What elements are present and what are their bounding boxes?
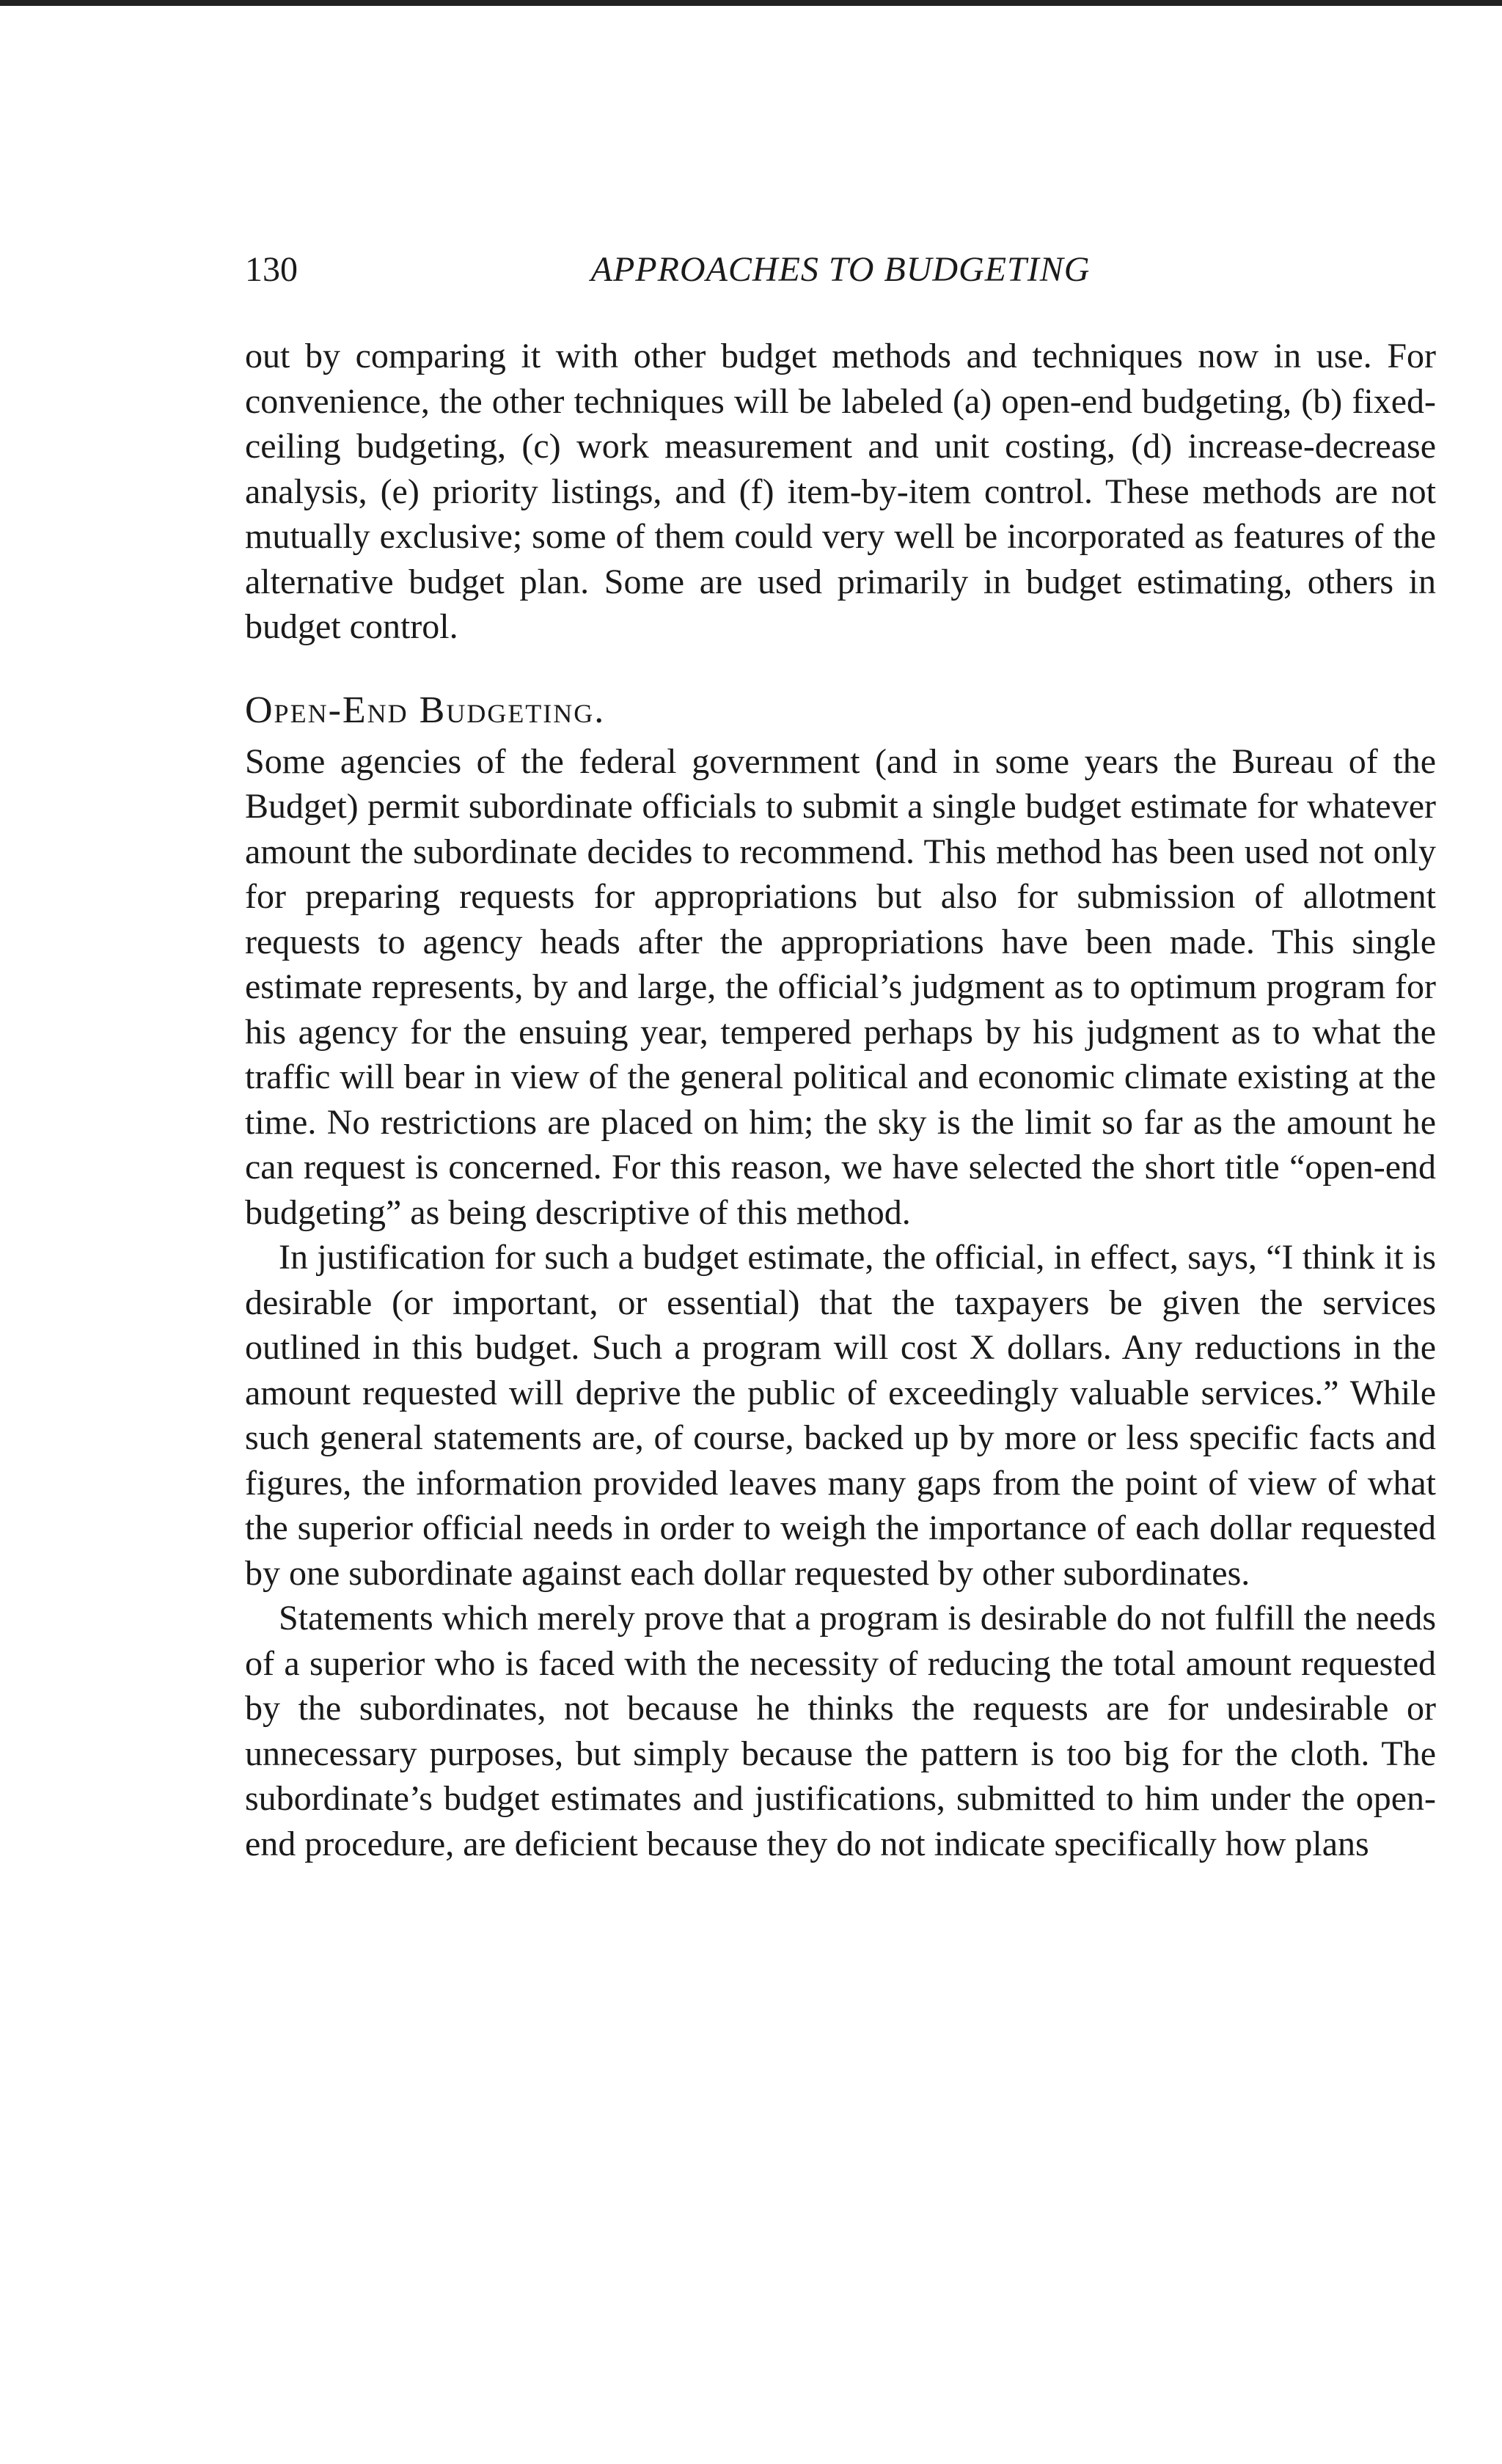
paragraph-open-end-2: In justification for such a budget estimate, the official, in effect, says, “I think it is desirable (or important, or essential) that the taxpayers be given the services outlined in this budget. Such a program will cost X dollars. Any reductions in the amount requested will deprive the public of exceedingly valuable services.” While such general statements are, of course, backed up by more or less specific facts and figures, the information provided leaves many gaps from the point of view of what the superior official needs in order to weigh the importance of each dollar requested by one subordinate against each dollar requested by other subordinates. — [245, 1238, 1436, 1593]
body-text — [245, 334, 1436, 1866]
paragraph-open-end-3: Statements which merely prove that a program is desirable do not fulfill the needs of a superior who is faced with the necessity of reducing the total amount requested by the subordinates, not because he thinks the requests are for undesirable or unnecessary purposes, but simply because the pattern is too big for the cloth. The subordinate’s budget estimates and justifications, submitted to him under the open-end procedure, are deficient because they do not indicate specifically how plans — [245, 1599, 1436, 1863]
section-heading: Open-End Budgeting. — [245, 689, 606, 731]
running-title: APPROACHES TO BUDGETING — [590, 250, 1091, 289]
paragraph-intro: out by comparing it with other budget methods and techniques now in use. For convenience, the other techniques will be labeled (a) open-end budgeting, (b) fixed-ceiling budgeting, (c) work measurement and unit costing, (d) increase-decrease analysis, (e) priority listings, and (f) item-by-item control. These methods are not mutually exclusive; some of them could very well be incorporated as features of the alternative budget plan. Some are used primarily in budget estimating, others in budget control. — [245, 337, 1436, 646]
top-edge-rule — [0, 0, 1502, 6]
page-number: 130 — [245, 250, 298, 289]
running-header — [245, 248, 1436, 292]
paragraph-open-end-1: Some agencies of the federal government (and in some years the Bureau of the Budget) permit subordinate officials to submit a single budget estimate for whatever amount the subordinate decides to recommend. This method has been used not only for preparing requests for appropriations but also for submission of allotment requests to agency heads after the appropriations have been made. This single estimate represents, by and large, the official’s judgment as to optimum program for his agency for the ensuing year, tempered perhaps by his judgment as to what the traffic will bear in view of the general political and economic climate existing at the time. No restrictions are placed on him; the sky is the limit so far as the amount he can request is concerned. For this reason, we have selected the short title “open-end budgeting” as being descriptive of this method. — [245, 741, 1436, 1232]
